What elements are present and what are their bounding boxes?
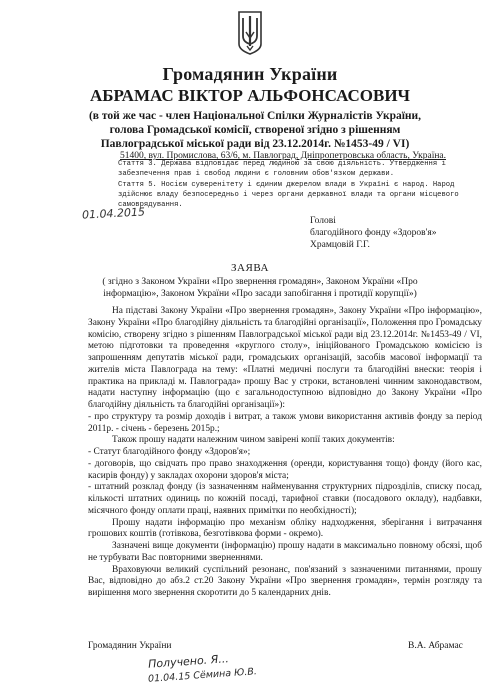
body-paragraph: - договорів, що свідчать про право знаходження (оренди, користування тощо) фонду (його кас, касирів фонду) у закладах охорони здоров'я міста; (88, 458, 482, 481)
body-paragraph: Прошу надати інформацію про механізм обліку надходження, зберігання і витрачання грошових коштів (готівкова, безготівкова форми - окремо). (88, 517, 482, 540)
constitution-article-3: Стаття 3. Держава відповідає перед людиною за свою діяльність. Утвердження і забезпечення прав і свобод людини є головним обов'язком держави. (118, 160, 446, 178)
body-paragraph: На підставі Закону України «Про звернення громадян», Закону України «Про інформацію», Закону України «Про благодійну діяльність та благодійні організації», Положення про Громадську комісію, створену згідно з рішенням Павлоградської міської ради від 23.12.2014г. №1453-49 / VI, метою підготовки та проведення «круглого столу», ініційованого Громадською комісією із запрошенням депутатів міської ради, громадських організацій, засобів масової інформації та жителів міста Павлограда на тему: «Платні медичні послуги та благодійні внески: теорія і практика на прикладі м. Павлограда» прошу Вас у строки, встановлені чинним законодавством, надати наступну інформацію (що є загальнодоступною відповідно до Закону України «Про благодійну діяльність та благодійні організації»): (88, 306, 482, 410)
body-paragraph: - Статут благодійного фонду «Здоров'я»; (88, 447, 251, 457)
body-paragraph: Також прошу надати належним чином завірені копії таких документів: (112, 435, 395, 446)
recipient-line: благодійного фонду «Здоров'я» (310, 228, 437, 238)
statement-title: ЗАЯВА (231, 262, 269, 274)
handwritten-receipt-note: Получено. Я... (147, 652, 230, 671)
statement-body (88, 306, 482, 600)
trident-emblem-icon (236, 10, 264, 56)
recipient-line: Голові (310, 216, 336, 226)
author-position: (в той же час - член Національної Спілки Журналістів України, голова Громадської комісії, створеної згідно з рішенням Павлоградської міської ради від 23.12.2014г. №1453-49 / VI) (88, 110, 422, 150)
recipient-block (310, 215, 437, 251)
laws-reference: ( згідно з Законом України «Про звернення громадян», Законом України «Про інформацію», Законом України «Про засади запобігання і протидії корупції») (102, 277, 418, 299)
body-paragraph: Зазначені вище документи (інформацію) прошу надати в максимально повному обсязі, щоб не турбувати Вас повторними зверненнями. (88, 541, 482, 563)
constitution-article-5: Стаття 5. Носієм суверенітету і єдиним джерелом влади в Україні є народ. Народ здійснює владу безпосередньо і через органи державної влади та органи місцевого самоврядування. (118, 181, 459, 209)
document-title-citizen: Громадянин України (162, 64, 338, 84)
signature-label: Громадянин України (88, 641, 172, 651)
body-paragraph: Враховуючи великий суспільний резонанс, пов'язаний з зазначеними питаннями, прошу Вас, відповідно до абз.2 ст.20 Закону України «Про звернення громадян», термін розгляду та вирішення мого звернення скоротити до 5 календарних днів. (88, 564, 482, 598)
recipient-line: Храмцовій Г.Г. (310, 240, 370, 250)
body-paragraph: - про структуру та розмір доходів і витрат, а також умови використання активів фонду за період 2011р. - січень - березень 2015р.; (88, 411, 482, 434)
handwritten-date: 01.04.2015 (81, 205, 146, 222)
body-paragraph: - штатний розклад фонду (із зазначенням найменування структурних підрозділів, списку посад, кількості штатних одиниць по кожній посаді, тарифної ставки (посадового окладу), надбавки, місячного фонду оплати праці, наявних примітки по необхідності); (88, 482, 482, 516)
author-address: 51400, вул. Промислова, 63/6, м. Павлоград, Дніпропетровська область, Україна. (120, 151, 447, 161)
signature-name: В.А. Абрамас (408, 641, 463, 651)
handwritten-receipt-date: 01.04.15 Сёмина Ю.В. (147, 666, 258, 685)
author-name: АБРАМАС ВІКТОР АЛЬФОНСАСОВИЧ (89, 86, 411, 105)
